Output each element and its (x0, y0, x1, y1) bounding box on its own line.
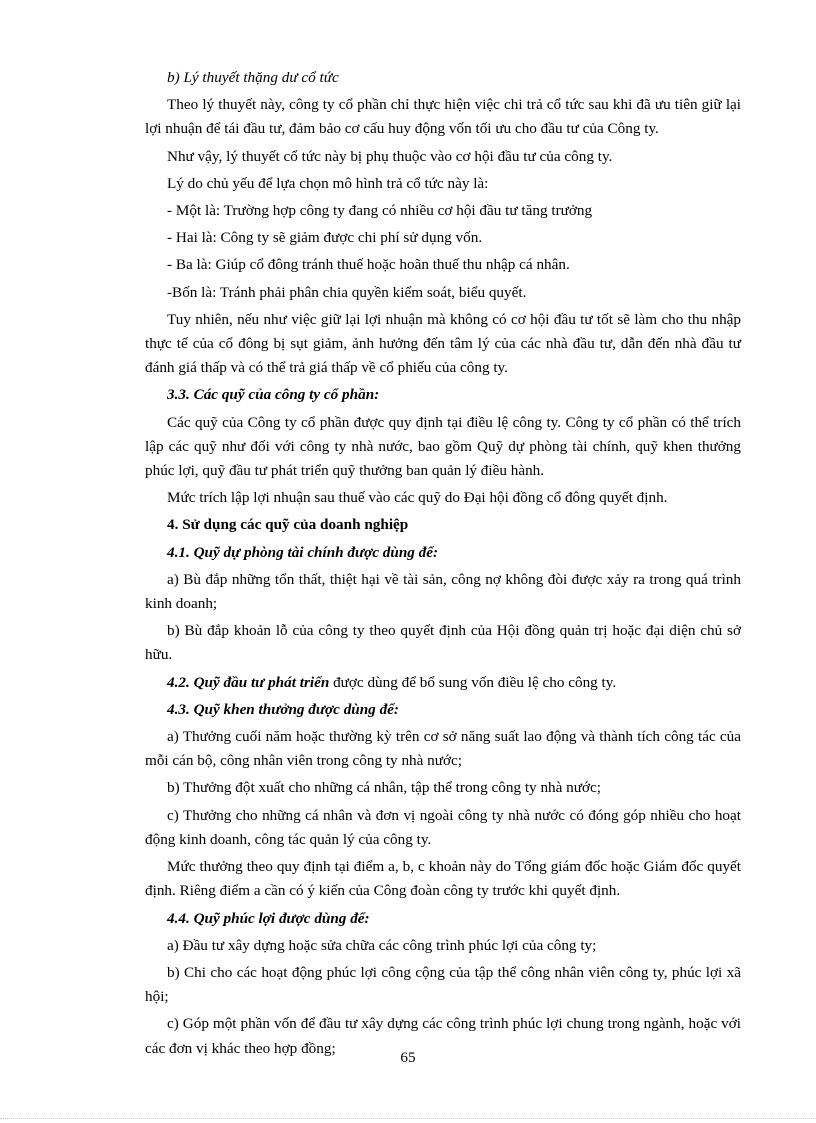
heading-4: 4. Sử dụng các quỹ của doanh nghiệp (167, 516, 409, 534)
list-item: - Một là: Trường hợp công ty đang có nhiều cơ hội đầu tư tăng trưởng (167, 202, 593, 220)
list-item: -Bốn là: Tránh phải phân chia quyền kiểm soát, biểu quyết. (167, 283, 527, 301)
paragraph: Lý do chủ yếu để lựa chọn mô hình trả cổ tức này là: (167, 174, 489, 192)
heading-4-4: 4.4. Quỹ phúc lợi được dùng để: (167, 909, 370, 927)
heading-4-3: 4.3. Quỹ khen thưởng được dùng để: (167, 700, 399, 718)
paragraph: Tuy nhiên, nếu như việc giữ lại lợi nhuận mà không có cơ hội đầu tư tốt sẽ làm cho thu nhập thực tế của cổ đông bị sụt giảm, ảnh hưởng đến tâm lý của các nhà đầu tư, dẫn đến nhà đầu tư đánh giá thấp và có thể trả giá thấp về cổ phiếu của công ty. (145, 310, 741, 377)
paragraph: Mức thưởng theo quy định tại điểm a, b, c khoản này do Tổng giám đốc hoặc Giám đốc quyết định. Riêng điểm a cần có ý kiến của Công đoàn công ty trước khi quyết định. (145, 858, 741, 900)
list-item: c) Thưởng cho những cá nhân và đơn vị ngoài công ty nhà nước có đóng góp nhiều cho hoạt động kinh doanh, công tác quản lý của công ty. (145, 806, 741, 848)
list-item: c) Góp một phần vốn để đầu tư xây dựng các công trình phúc lợi chung trong ngành, hoặc với các đơn vị khác theo hợp đồng; (145, 1015, 741, 1057)
list-item: - Hai là: Công ty sẽ giảm được chi phí sử dụng vốn. (167, 229, 483, 247)
list-item: a) Bù đắp những tổn thất, thiệt hại về tài sản, công nợ không đòi được xảy ra trong quá trình kinh doanh; (145, 570, 741, 613)
heading-4-2-text: được dùng để bổ sung vốn điều lệ cho công ty. (329, 673, 617, 691)
paragraph: Theo lý thuyết này, công ty cổ phần chỉ thực hiện việc chi trả cổ tức sau khi đã ưu tiên giữ lại lợi nhuận để tái đầu tư, đảm bảo cơ cấu huy động vốn tối ưu cho đầu tư của Công ty. (145, 96, 741, 138)
list-item: b) Bù đắp khoản lỗ của công ty theo quyết định của Hội đồng quản trị hoặc đại diện chủ sở hữu. (145, 622, 741, 664)
list-item: - Ba là: Giúp cổ đông tránh thuế hoặc hoãn thuế thu nhập cá nhân. (167, 256, 570, 274)
heading-4-2-title: 4.2. Quỹ đầu tư phát triển (167, 673, 330, 691)
page-number: 65 (400, 1049, 416, 1066)
heading-3-3: 3.3. Các quỹ của công ty cổ phần: (167, 386, 380, 404)
heading-4-2 (145, 671, 741, 695)
paragraph: Mức trích lập lợi nhuận sau thuế vào các quỹ do Đại hội đồng cổ đông quyết định. (167, 489, 668, 507)
list-item: b) Thưởng đột xuất cho những cá nhân, tập thể trong công ty nhà nước; (167, 779, 601, 797)
heading-4-1: 4.1. Quỹ dự phòng tài chính được dùng để: (167, 543, 439, 561)
list-item: a) Thưởng cuối năm hoặc thường kỳ trên cơ sở năng suất lao động và thành tích công tác của mỗi cán bộ, công nhân viên trong công ty nhà nước; (145, 728, 741, 770)
list-item: b) Chi cho các hoạt động phúc lợi công cộng của tập thể công nhân viên công ty, phúc lợi xã hội; (145, 963, 741, 1006)
paragraph: Các quỹ của Công ty cổ phần được quy định tại điều lệ công ty. Công ty cổ phần có thể trích lập các quỹ như đối với công ty nhà nước, bao gồm Quỹ dự phòng tài chính, quỹ khen thưởng phúc lợi, quỹ đầu tư phát triển quỹ thưởng ban quản lý điều hành. (145, 413, 741, 480)
document-page (145, 66, 741, 1064)
section-title: b) Lý thuyết thặng dư cổ tức (167, 69, 339, 86)
footer-divider (0, 1118, 816, 1119)
list-item: a) Đầu tư xây dựng hoặc sửa chữa các công trình phúc lợi của công ty; (167, 936, 597, 954)
paragraph: Như vậy, lý thuyết cổ tức này bị phụ thuộc vào cơ hội đầu tư của công ty. (167, 147, 613, 165)
